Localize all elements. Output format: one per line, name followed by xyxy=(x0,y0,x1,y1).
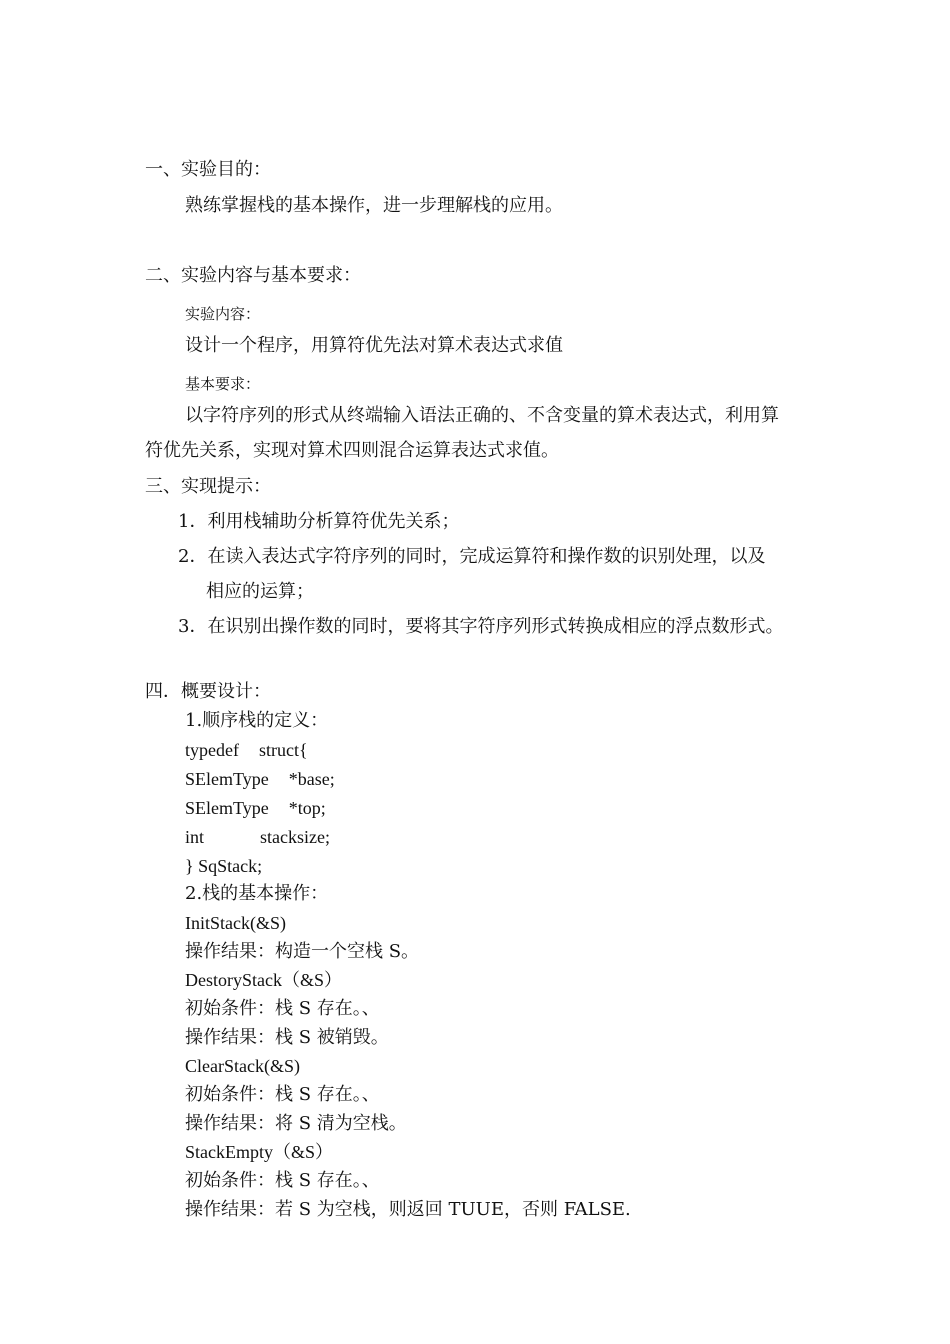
op-line: 初始条件：栈 S 存在。、 xyxy=(185,998,380,1019)
section-heading-content: 二、实验内容与基本要求： xyxy=(145,265,361,286)
design-subheading-1: 1.顺序栈的定义： xyxy=(185,710,329,731)
purpose-text: 熟练掌握栈的基本操作，进一步理解栈的应用。 xyxy=(185,195,563,216)
code-token: *base; xyxy=(288,769,335,789)
op-line: ClearStack(&S) xyxy=(185,1056,300,1076)
code-token: SElemType xyxy=(185,798,269,818)
design-subheading-2: 2.栈的基本操作： xyxy=(185,883,329,904)
op-line: DestoryStack（&S） xyxy=(185,970,342,990)
content-text: 设计一个程序，用算符优先法对算术表达式求值 xyxy=(185,335,563,356)
requirements-line-1: 以字符序列的形式从终端输入语法正确的、不含变量的算术表达式，利用算 xyxy=(185,405,779,426)
op-line: InitStack(&S) xyxy=(185,913,286,933)
hint-item-2-line-1: 2．在读入表达式字符序列的同时，完成运算符和操作数的识别处理，以及 xyxy=(178,546,766,567)
requirements-label: 基本要求： xyxy=(185,375,261,393)
op-line: 操作结果：构造一个空栈 S。 xyxy=(185,941,420,962)
op-line: 操作结果：栈 S 被销毁。 xyxy=(185,1027,389,1048)
content-label: 实验内容： xyxy=(185,305,261,323)
code-token: typedef xyxy=(185,740,239,760)
code-token: *top; xyxy=(288,798,326,818)
hint-item-2-line-2: 相应的运算； xyxy=(206,581,314,602)
code-token: stacksize; xyxy=(260,827,330,847)
op-line: 初始条件：栈 S 存在。、 xyxy=(185,1084,380,1105)
section-heading-hints: 三、实现提示： xyxy=(145,476,271,497)
op-line: 初始条件：栈 S 存在。、 xyxy=(185,1170,380,1191)
code-line-typedef xyxy=(185,738,308,762)
op-line: 操作结果：若 S 为空栈，则返回 TUUE，否则 FALSE. xyxy=(185,1199,631,1220)
section-heading-design: 四．概要设计： xyxy=(145,681,271,702)
code-token: struct{ xyxy=(258,740,308,760)
code-line-base xyxy=(185,767,335,791)
op-line: 操作结果：将 S 清为空栈。 xyxy=(185,1113,407,1134)
code-token: SElemType xyxy=(185,769,269,789)
code-line-sqstack: } SqStack; xyxy=(185,856,263,876)
hint-item-3: 3．在识别出操作数的同时，要将其字符序列形式转换成相应的浮点数形式。 xyxy=(178,616,784,637)
code-line-top xyxy=(185,796,326,820)
requirements-line-2: 符优先关系，实现对算术四则混合运算表达式求值。 xyxy=(145,440,559,461)
code-token: int xyxy=(185,827,205,847)
op-line: StackEmpty（&S） xyxy=(185,1142,333,1162)
code-line-stacksize xyxy=(185,825,330,849)
hint-item-1: 1．利用栈辅助分析算符优先关系； xyxy=(178,511,460,532)
section-heading-purpose: 一、实验目的： xyxy=(145,159,271,180)
